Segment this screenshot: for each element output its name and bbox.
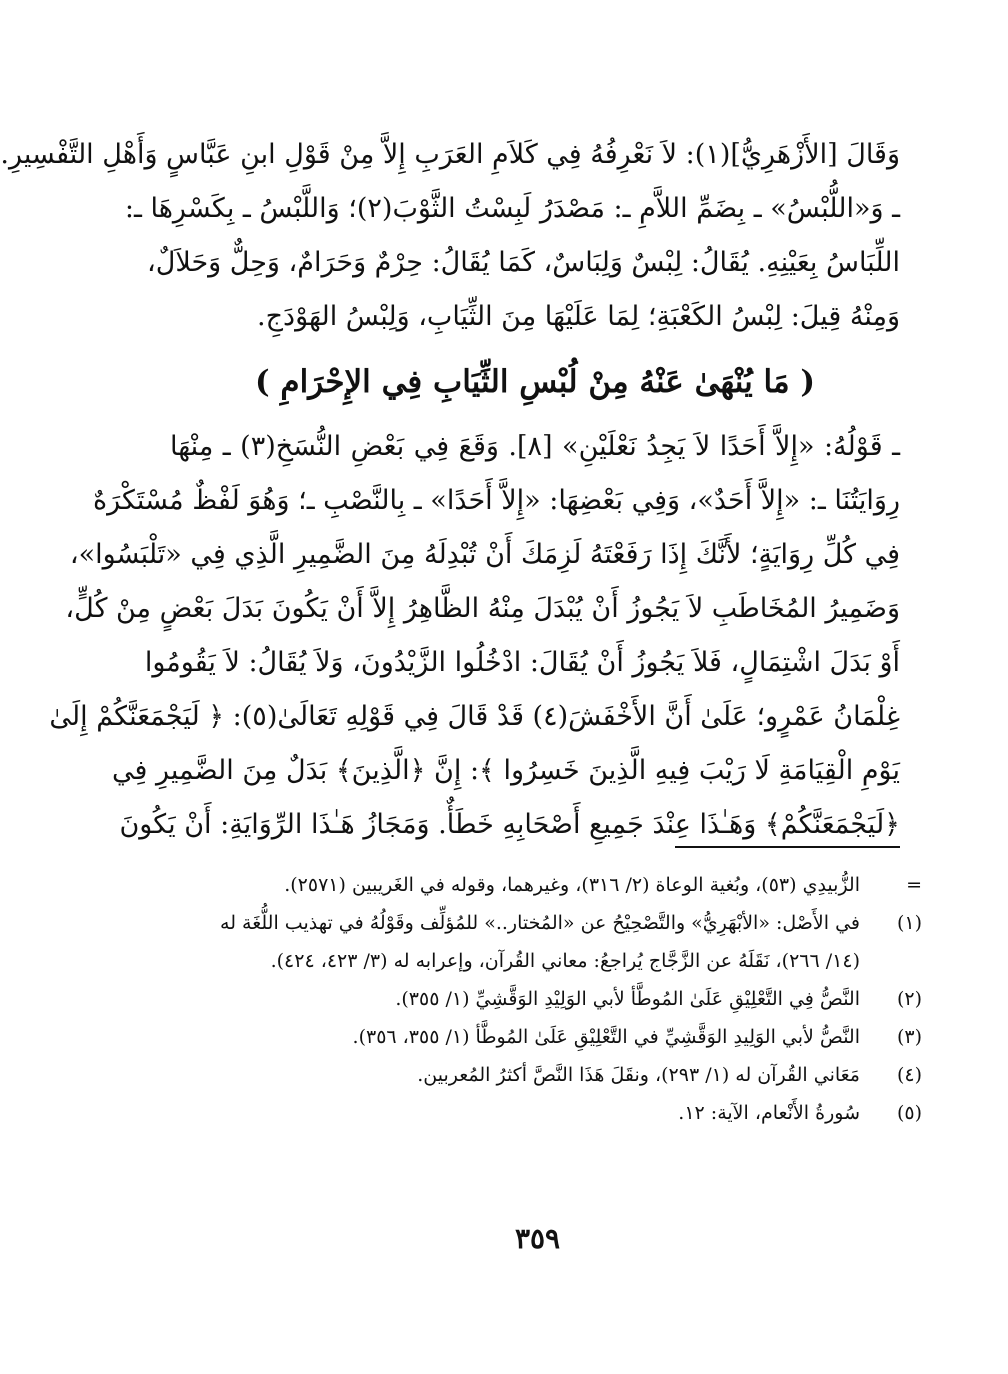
footnote-text bbox=[162, 1056, 860, 1094]
text-line: ـ قَوْلُهُ: «إِلاَّ أَحَدًا لاَ يَجِدُ نَعْلَيْنِ» [٨]. وَقَعَ فِي بَعْضِ النُّسَخِ(٣) ـ مِنْهَا bbox=[170, 431, 900, 462]
text-line: فِي كُلِّ رِوَايَةٍ؛ لأَنَّكَ إِذَا رَفَعْتَهُ لَزِمَكَ أَنْ تُبْدِلَهُ مِنَ الضَّمِيرِ الَّذِي فِي «تَلْبَسُوا»، bbox=[69, 539, 900, 570]
footnote-line: الزُّبيدِي (٥٣)، وبُغية الوعاة (٢/ ٣١٦)، وغيرهما، وقوله في الغَريبين (٢٥٧١). bbox=[284, 874, 860, 896]
text-line: وَقَالَ [الأَزْهَرِيُّ](١): لاَ نَعْرِفُهُ فِي كَلاَمِ العَرَبِ إِلاَّ مِنْ قَوْلِ ابنِ عَبَّاسٍ وَأَهْلِ التَّفْسِيرِ. bbox=[0, 139, 900, 170]
footnote-marker: (٥) bbox=[896, 1102, 922, 1124]
footnote-text bbox=[162, 1094, 860, 1132]
text-line: وَضَمِيرُ المُخَاطَبِ لاَ يَجُوزُ أَنْ يُبْدَلَ مِنْهُ الظَّاهِرُ إِلاَّ أَنْ يَكُونَ بَدَلَ بَعْضٍ مِنْ كُلٍّ، bbox=[65, 593, 900, 624]
footnote-text bbox=[162, 866, 860, 904]
footnotes bbox=[162, 866, 922, 1132]
footnote-1 bbox=[162, 904, 922, 980]
text-line: ﴿لَيَجْمَعَنَّكُمْ﴾ وَهَـٰذَا عِنْدَ جَمِيعِ أَصْحَابِهِ خَطَأٌ. وَمَجَازُ هَـٰذَا الرِّوَايَةِ: أَنْ يَكُونَ bbox=[119, 809, 900, 840]
footnote-text bbox=[162, 980, 860, 1018]
footnote-line: النَّصُّ فِي التَّعْلِيْقِ عَلَىٰ المُوطَّأ لأبي الوَلِيْدِ الوَقَّشِيِّ (١/ ٣٥٥). bbox=[395, 988, 860, 1010]
footnote-marker: (٣) bbox=[896, 1026, 922, 1048]
page-number: ٣٥٩ bbox=[514, 1222, 561, 1255]
text-line: يَوْمِ الْقِيَامَةِ لَا رَيْبَ فِيهِ الَّذِينَ خَسِرُوا ﴾: إِنَّ ﴿الَّذِينَ﴾ بَدَلٌ مِنَ الضَّمِيرِ فِي bbox=[111, 755, 900, 786]
footnote-text bbox=[162, 1018, 860, 1056]
section-heading: ( مَا يُنْهَىٰ عَنْهُ مِنْ لُبْسِ الثِّيَابِ فِي الإِحْرَامِ ) bbox=[254, 364, 816, 400]
text-line: اللِّبَاسُ بِعَيْنِهِ. يُقَالُ: لِبْسٌ وَلِبَاسٌ، كَمَا يُقَالُ: حِرْمٌ وَحَرَامٌ، وَحِلٌّ وَحَلاَلٌ، bbox=[147, 247, 900, 278]
footnote-line: في الأَصْل: «الأبْهَرِيُّ» والتَّصْحِيْحُ عن «المُختار..» للمُؤلِّف وقَوْلُهُ في تهذيب اللُّغَة له bbox=[220, 912, 860, 934]
text-line: ـ وَ«اللُّبْسُ» ـ بِضَمِّ اللاَّمِ ـ: مَصْدَرُ لَبِسْتُ الثَّوْبَ(٢)؛ وَاللَّبْسُ ـ بِكَسْرِهَا ـ: bbox=[124, 193, 900, 224]
text-line: غِلْمَانُ عَمْرٍو؛ عَلَىٰ أَنَّ الأَخْفَشَ(٤) قَدْ قَالَ فِي قَوْلِهِ تَعَالَىٰ(٥): ﴿ لَيَجْمَعَنَّكُمْ إِلَىٰ bbox=[49, 701, 900, 732]
footnote-5 bbox=[162, 1094, 922, 1132]
footnote-line: سُورةُ الأَنْعام، الآية: ١٢. bbox=[678, 1102, 860, 1124]
footnote-3 bbox=[162, 1018, 922, 1056]
text-line: وَمِنْهُ قِيلَ: لِبْسُ الكَعْبَةِ؛ لِمَا عَلَيْهَا مِنَ الثِّيَابِ، وَلِبْسُ الهَوْدَجِ. bbox=[257, 301, 900, 332]
footnote-text bbox=[162, 904, 860, 980]
footnote-2 bbox=[162, 980, 922, 1018]
footnote-marker: (٤) bbox=[896, 1064, 922, 1086]
footnote-line: (١٤/ ٢٦٦)، نَقَلَهُ عن الزَّجَّاج يُراجعُ: معاني القُرآن، وإعرابه له (٣/ ٤٢٣، ٤٢٤). bbox=[270, 950, 860, 972]
footnote-marker: (١) bbox=[896, 912, 922, 934]
footnote-line: النَّصُّ لأبي الوَلِيدِ الوَقَّشِيِّ في التَّعْلِيْقِ عَلَىٰ المُوطَّأ (١/ ٣٥٥، ٣٥٦). bbox=[352, 1026, 860, 1048]
footnote-marker: = bbox=[906, 874, 922, 896]
text-line: رِوَايَتُنَا ـ: «إِلاَّ أَحَدٌ»، وَفِي بَعْضِهَا: «إِلاَّ أَحَدًا» ـ بِالنَّصْبِ ـ؛ وَهُوَ لَفْظٌ مُسْتَكْرَهٌ bbox=[92, 485, 900, 516]
footnote-continued bbox=[162, 866, 922, 904]
footnote-separator bbox=[675, 846, 900, 848]
footnote-marker: (٢) bbox=[896, 988, 922, 1010]
footnote-line: مَعَاني القُرآن له (١/ ٢٩٣)، ونقَلَ هَذَا النَّصَّ أكثرُ المُعربين. bbox=[417, 1064, 860, 1086]
main-text bbox=[0, 128, 900, 852]
text-line: أَوْ بَدَلَ اشْتِمَالٍ، فَلاَ يَجُوزُ أَنْ يُقَالَ: ادْخُلُوا الزَّيْدُونَ، وَلاَ يُقَالُ: لاَ يَقُومُوا bbox=[144, 647, 900, 678]
footnote-4 bbox=[162, 1056, 922, 1094]
